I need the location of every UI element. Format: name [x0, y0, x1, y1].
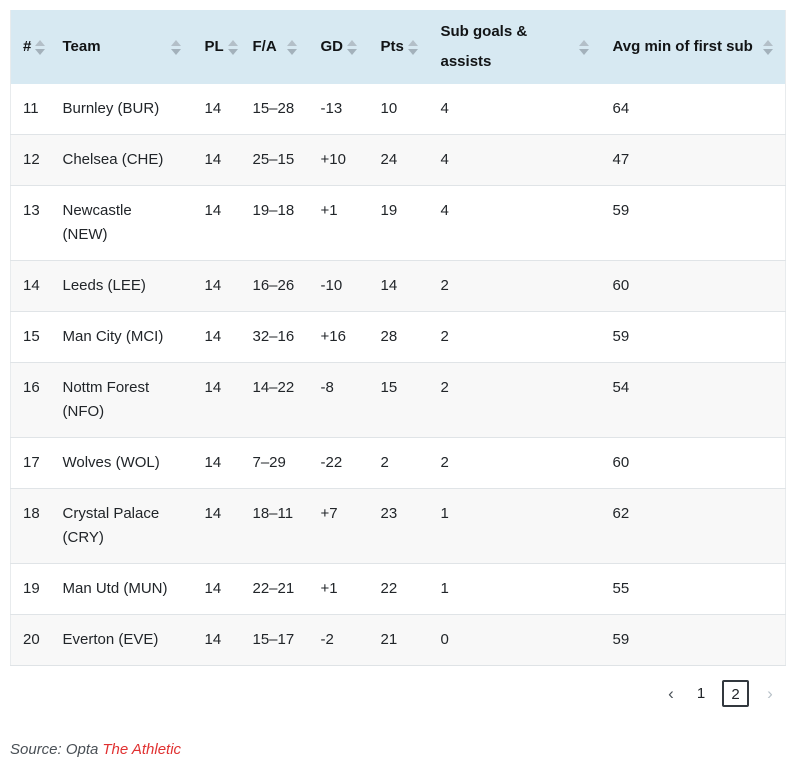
sort-icon [763, 40, 773, 55]
cell-gd: -8 [309, 363, 369, 438]
cell-rank: 18 [11, 489, 51, 564]
pagination-next-button[interactable]: › [761, 680, 779, 707]
cell-pl: 14 [193, 489, 241, 564]
sort-down-arrow [347, 49, 357, 55]
cell-fa: 15–28 [252, 100, 295, 117]
cell-gd: -10 [309, 261, 369, 312]
cell-team: Chelsea (CHE) [51, 135, 193, 186]
cell-pl: 14 [193, 312, 241, 363]
cell-gd: +16 [309, 312, 369, 363]
cell-gd: +1 [309, 564, 369, 615]
cell-pts: 10 [380, 100, 398, 117]
cell-team: Crystal Palace (CRY) [51, 489, 193, 564]
cell-pl: 14 [193, 438, 241, 489]
cell-pl: 14 [193, 261, 241, 312]
cell-sub-ga: 4 [429, 186, 601, 261]
table-row [11, 615, 786, 666]
team-sub-stats-table [10, 10, 786, 666]
cell-gd: -2 [309, 615, 369, 666]
cell-sub-ga: 2 [429, 363, 601, 438]
sort-up-arrow [408, 40, 418, 46]
sort-up-arrow [171, 40, 181, 46]
table-row [11, 84, 786, 135]
sort-down-arrow [579, 49, 589, 55]
column-label: F/A [252, 38, 277, 55]
cell-fa: 18–11 [241, 489, 309, 564]
cell-fa: 22–21 [241, 564, 309, 615]
cell-pts: 28 [369, 312, 429, 363]
cell-team: Leeds (LEE) [51, 261, 193, 312]
cell-pl: 14 [193, 363, 241, 438]
sort-icon [287, 40, 297, 55]
cell-pts: 21 [369, 615, 429, 666]
cell-avg-min: 59 [601, 312, 786, 363]
table-row [11, 186, 786, 261]
sort-up-arrow [228, 40, 238, 46]
cell-gd: -22 [309, 438, 369, 489]
cell-gd: +7 [309, 489, 369, 564]
table-row [11, 489, 786, 564]
cell-rank: 20 [11, 615, 51, 666]
column-header-avg-min-first-sub[interactable] [601, 10, 786, 84]
cell-team: Everton (EVE) [51, 615, 193, 666]
cell-rank: 11 [23, 100, 39, 117]
column-header-sub-goals-assists[interactable] [429, 10, 601, 84]
cell-avg-min: 54 [601, 363, 786, 438]
sort-up-arrow [763, 40, 773, 46]
cell-sub-ga: 2 [429, 312, 601, 363]
cell-rank: 13 [11, 186, 51, 261]
cell-team: Man City (MCI) [51, 312, 193, 363]
cell-pl: 14 [193, 135, 241, 186]
cell-sub-ga: 2 [429, 438, 601, 489]
sort-down-arrow [171, 49, 181, 55]
cell-pts: 14 [369, 261, 429, 312]
pagination [10, 680, 785, 707]
pagination-page-1-button[interactable]: 1 [692, 680, 710, 707]
cell-pl: 14 [204, 100, 222, 117]
cell-sub-ga: 4 [440, 100, 449, 117]
cell-fa: 32–16 [241, 312, 309, 363]
cell-gd: +1 [309, 186, 369, 261]
cell-fa: 7–29 [241, 438, 309, 489]
column-header-rank[interactable] [11, 10, 51, 84]
column-label: Sub goals & assists [440, 23, 528, 70]
cell-sub-ga: 0 [429, 615, 601, 666]
cell-team: Newcastle (NEW) [51, 186, 193, 261]
pagination-page-2-button-current[interactable]: 2 [722, 680, 749, 707]
sort-icon [408, 40, 418, 55]
cell-rank: 17 [11, 438, 51, 489]
cell-avg-min: 64 [612, 100, 630, 117]
cell-team: Nottm Forest (NFO) [51, 363, 193, 438]
table-row [11, 261, 786, 312]
cell-fa: 15–17 [241, 615, 309, 666]
sort-icon [228, 40, 238, 55]
column-header-team[interactable] [51, 10, 193, 84]
cell-pts: 19 [369, 186, 429, 261]
cell-pts: 2 [369, 438, 429, 489]
cell-gd: -13 [320, 100, 343, 117]
cell-rank: 16 [11, 363, 51, 438]
sort-icon [35, 40, 45, 55]
source-text: Source: Opta [10, 741, 99, 758]
column-header-fa[interactable] [241, 10, 309, 84]
column-label: Pts [380, 38, 404, 55]
column-label: Team [62, 38, 101, 55]
cell-avg-min: 47 [601, 135, 786, 186]
cell-team: Burnley (BUR) [62, 100, 160, 117]
sort-down-arrow [287, 49, 297, 55]
table-row [11, 438, 786, 489]
sort-icon [347, 40, 357, 55]
cell-sub-ga: 4 [429, 135, 601, 186]
cell-sub-ga: 2 [429, 261, 601, 312]
sort-icon [579, 40, 589, 55]
sort-down-arrow [35, 49, 45, 55]
cell-fa: 19–18 [241, 186, 309, 261]
sort-up-arrow [35, 40, 45, 46]
column-header-gd[interactable] [309, 10, 369, 84]
table-row [11, 312, 786, 363]
cell-avg-min: 59 [601, 615, 786, 666]
cell-gd: +10 [309, 135, 369, 186]
sort-up-arrow [579, 40, 589, 46]
cell-team: Man Utd (MUN) [51, 564, 193, 615]
cell-pl: 14 [193, 564, 241, 615]
cell-avg-min: 60 [601, 438, 786, 489]
table-row [11, 363, 786, 438]
cell-fa: 14–22 [241, 363, 309, 438]
table-row [11, 564, 786, 615]
sort-icon [171, 40, 181, 55]
cell-team: Wolves (WOL) [51, 438, 193, 489]
sort-up-arrow [347, 40, 357, 46]
column-label: GD [320, 38, 343, 55]
cell-pts: 23 [369, 489, 429, 564]
cell-pts: 24 [369, 135, 429, 186]
cell-sub-ga: 1 [429, 564, 601, 615]
source-link-the-athletic[interactable]: The Athletic [102, 741, 182, 758]
column-header-pts[interactable] [369, 10, 429, 84]
cell-pl: 14 [193, 186, 241, 261]
sort-down-arrow [408, 49, 418, 55]
column-header-pl[interactable] [193, 10, 241, 84]
sort-down-arrow [228, 49, 238, 55]
cell-rank: 14 [11, 261, 51, 312]
sort-down-arrow [763, 49, 773, 55]
column-label: PL [204, 38, 224, 55]
cell-fa: 16–26 [241, 261, 309, 312]
cell-sub-ga: 1 [429, 489, 601, 564]
cell-avg-min: 60 [601, 261, 786, 312]
cell-avg-min: 62 [601, 489, 786, 564]
table-row [11, 135, 786, 186]
cell-fa: 25–15 [241, 135, 309, 186]
source-line [10, 741, 785, 758]
cell-pts: 22 [369, 564, 429, 615]
cell-rank: 12 [11, 135, 51, 186]
cell-pts: 15 [369, 363, 429, 438]
column-label: Avg min of first sub [612, 38, 753, 55]
cell-avg-min: 59 [601, 186, 786, 261]
cell-rank: 19 [11, 564, 51, 615]
cell-pl: 14 [193, 615, 241, 666]
sort-up-arrow [287, 40, 297, 46]
pagination-prev-button[interactable]: ‹ [662, 680, 680, 707]
column-label: # [23, 38, 32, 55]
cell-rank: 15 [11, 312, 51, 363]
header-row [11, 10, 786, 84]
cell-avg-min: 55 [601, 564, 786, 615]
